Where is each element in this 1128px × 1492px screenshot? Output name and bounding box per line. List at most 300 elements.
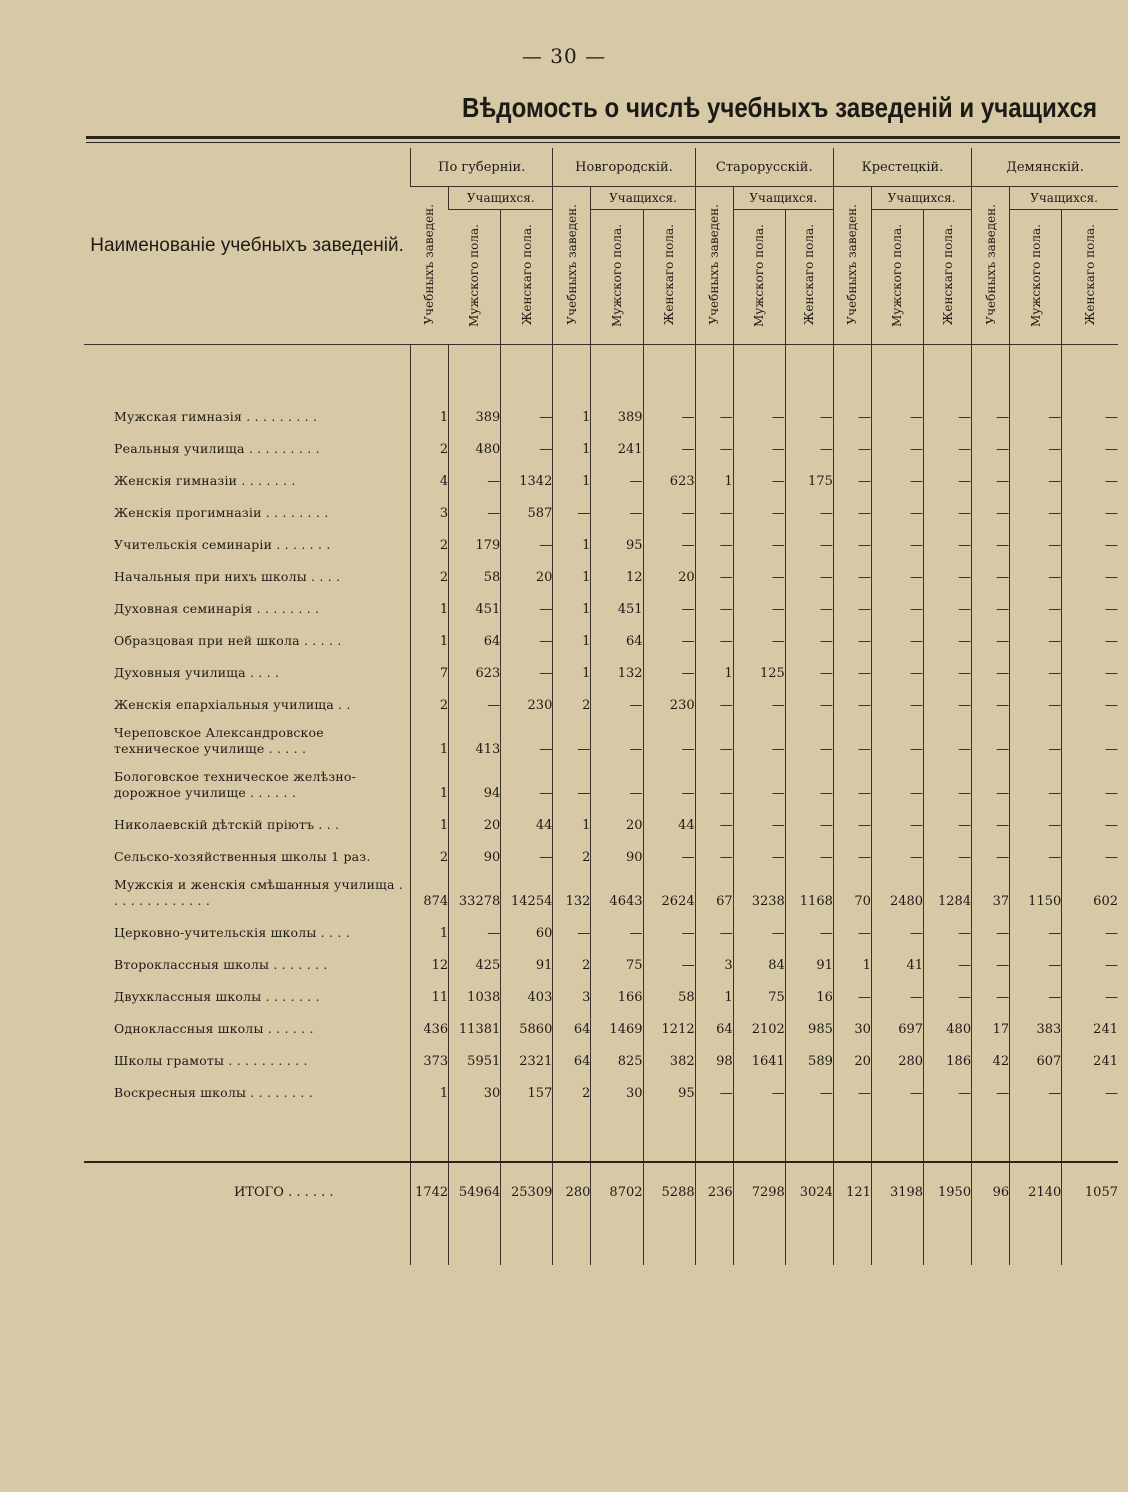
school-type-name: Школы грамоты . . . . . . . . . . — [114, 1053, 308, 1068]
table-row — [84, 649, 1118, 681]
table-cell: 1 — [553, 617, 591, 649]
table-cell: 44 — [501, 801, 553, 833]
table-cell: — — [1010, 909, 1062, 941]
table-cell: — — [785, 393, 833, 425]
table-cell: — — [733, 457, 785, 489]
table-row — [84, 425, 1118, 457]
table-cell: 1 — [553, 425, 591, 457]
table-row — [84, 521, 1118, 553]
table-cell: — — [871, 833, 923, 865]
table-cell: — — [871, 973, 923, 1005]
table-cell: 1 — [695, 973, 733, 1005]
table-cell: — — [924, 553, 972, 585]
table-cell: 30 — [591, 1069, 643, 1101]
spacer-cell — [833, 345, 871, 394]
table-cell: — — [972, 909, 1010, 941]
table-cell: — — [785, 681, 833, 713]
total-label: ИТОГО . . . . . . — [84, 1162, 411, 1221]
table-cell: — — [871, 489, 923, 521]
table-cell: 403 — [501, 973, 553, 1005]
table-cell: — — [833, 457, 871, 489]
table-cell: — — [785, 757, 833, 801]
sex-label: Женскаго пола. — [662, 224, 677, 326]
table-cell: 607 — [1010, 1037, 1062, 1069]
table-cell: 91 — [501, 941, 553, 973]
spacer-cell — [411, 1101, 449, 1162]
sex-label: Мужского пола. — [890, 223, 905, 327]
table-cell: — — [1062, 941, 1118, 973]
school-type-name: Сельско-хозяйственныя школы 1 раз. — [114, 849, 371, 864]
table-cell: 1 — [411, 757, 449, 801]
spacer-cell — [553, 1221, 591, 1265]
table-cell: 1 — [411, 585, 449, 617]
table-cell: 90 — [449, 833, 501, 865]
table-cell: — — [785, 489, 833, 521]
spacer-cell — [449, 1221, 501, 1265]
table-cell: — — [924, 617, 972, 649]
table-cell: — — [924, 393, 972, 425]
school-type-name: Воскресныя школы . . . . . . . . — [114, 1085, 313, 1100]
table-cell: — — [591, 489, 643, 521]
table-cell: 132 — [553, 865, 591, 909]
table-cell: — — [449, 681, 501, 713]
female-header — [785, 210, 833, 345]
table-cell: 451 — [449, 585, 501, 617]
table-cell: 413 — [449, 713, 501, 757]
name-column-header — [84, 148, 411, 345]
table-cell: 20 — [449, 801, 501, 833]
spacer-cell — [501, 1101, 553, 1162]
table-row — [84, 713, 1118, 757]
table-cell: 1 — [695, 457, 733, 489]
table-cell: — — [591, 457, 643, 489]
table-cell: — — [643, 941, 695, 973]
table-cell: 84 — [733, 941, 785, 973]
table-cell: — — [871, 425, 923, 457]
institutions-count-header — [411, 187, 449, 345]
table-cell: — — [924, 649, 972, 681]
table-cell: — — [785, 801, 833, 833]
spacer-cell — [643, 1101, 695, 1162]
table-cell: — — [785, 833, 833, 865]
table-cell: 17 — [972, 1005, 1010, 1037]
table-cell: — — [643, 909, 695, 941]
table-cell: 64 — [695, 1005, 733, 1037]
table-cell: — — [553, 713, 591, 757]
table-cell: — — [643, 713, 695, 757]
table-cell: 60 — [501, 909, 553, 941]
table-cell: 1 — [553, 553, 591, 585]
table-cell: 1 — [553, 649, 591, 681]
pupils-header: Учащихся. — [871, 187, 971, 210]
spacer-cell — [695, 1221, 733, 1265]
table-cell: — — [501, 585, 553, 617]
table-cell: — — [1062, 1069, 1118, 1101]
table-cell: — — [695, 489, 733, 521]
table-cell: 1168 — [785, 865, 833, 909]
table-cell: 230 — [501, 681, 553, 713]
table-cell: — — [972, 553, 1010, 585]
table-cell: — — [733, 393, 785, 425]
table-cell: — — [833, 801, 871, 833]
table-cell: — — [833, 393, 871, 425]
total-cell: 3024 — [785, 1162, 833, 1221]
table-cell: — — [733, 1069, 785, 1101]
table-cell: — — [924, 1069, 972, 1101]
table-cell: 874 — [411, 865, 449, 909]
table-cell: — — [449, 489, 501, 521]
title-rule — [86, 136, 1120, 139]
table-cell: — — [833, 649, 871, 681]
table-cell: — — [501, 713, 553, 757]
table-cell: 20 — [833, 1037, 871, 1069]
table-cell: 30 — [449, 1069, 501, 1101]
table-cell: — — [591, 757, 643, 801]
table-cell: — — [871, 521, 923, 553]
male-header — [449, 210, 501, 345]
table-cell: 623 — [643, 457, 695, 489]
table-cell: 95 — [643, 1069, 695, 1101]
table-cell: — — [924, 713, 972, 757]
table-cell: — — [785, 617, 833, 649]
table-row — [84, 681, 1118, 713]
table-cell: — — [733, 489, 785, 521]
page-number: — 30 — — [521, 44, 607, 68]
page-title: Вѣдомость о числѣ учебныхъ заведеній и учащихся — [462, 92, 1098, 123]
table-cell: — — [1010, 585, 1062, 617]
table-cell: — — [972, 681, 1010, 713]
table-cell: 2624 — [643, 865, 695, 909]
table-cell: — — [643, 757, 695, 801]
spacer-cell — [785, 1221, 833, 1265]
sex-label: Мужского пола. — [1028, 223, 1043, 327]
male-header — [1010, 210, 1062, 345]
table-cell: 1469 — [591, 1005, 643, 1037]
table-cell: 2102 — [733, 1005, 785, 1037]
table-cell: — — [501, 649, 553, 681]
male-header — [733, 210, 785, 345]
total-cell: 96 — [972, 1162, 1010, 1221]
school-type-name: Духовная семинарія . . . . . . . . — [114, 601, 320, 616]
spacer-cell — [972, 1221, 1010, 1265]
school-type-name: Николаевскій дѣтскій пріютъ . . . — [114, 817, 340, 832]
table-cell: — — [643, 393, 695, 425]
table-cell: — — [553, 489, 591, 521]
table-cell: — — [643, 489, 695, 521]
table-header — [84, 148, 1118, 345]
school-type-name: Образцовая при ней школа . . . . . — [114, 633, 342, 648]
table-cell: — — [733, 617, 785, 649]
spacer-cell — [1062, 1101, 1118, 1162]
school-type-name: Женскія епархіальныя училища . . — [114, 697, 351, 712]
spacer-cell — [84, 345, 411, 394]
table-cell: 3 — [695, 941, 733, 973]
table-cell: 33278 — [449, 865, 501, 909]
table-cell: — — [643, 833, 695, 865]
table-cell: 1 — [553, 801, 591, 833]
table-cell: 11381 — [449, 1005, 501, 1037]
table-cell: 480 — [449, 425, 501, 457]
district-header: Демянскій. — [972, 148, 1118, 187]
table-row — [84, 553, 1118, 585]
spacer-cell — [501, 345, 553, 394]
spacer-cell — [695, 1101, 733, 1162]
district-header: Новгородскій. — [553, 148, 695, 187]
table-cell: 20 — [591, 801, 643, 833]
table-cell: — — [924, 909, 972, 941]
table-cell: 64 — [591, 617, 643, 649]
total-cell: 121 — [833, 1162, 871, 1221]
table-cell: — — [1010, 833, 1062, 865]
table-cell: — — [733, 585, 785, 617]
table-cell: 94 — [449, 757, 501, 801]
school-type-name: Бологовское техническое желѣзно-дорожное училище . . . . . . — [114, 769, 357, 800]
table-cell: 985 — [785, 1005, 833, 1037]
table-cell: — — [785, 585, 833, 617]
total-cell: 7298 — [733, 1162, 785, 1221]
table-cell: — — [733, 757, 785, 801]
table-cell: — — [1010, 941, 1062, 973]
table-cell: 383 — [1010, 1005, 1062, 1037]
table-cell: — — [501, 393, 553, 425]
female-header — [1062, 210, 1118, 345]
table-cell: — — [1062, 801, 1118, 833]
table-cell: 2 — [411, 521, 449, 553]
spacer-cell — [695, 345, 733, 394]
table-cell: — — [972, 585, 1010, 617]
spacer-cell — [1010, 1221, 1062, 1265]
table-cell: — — [1062, 713, 1118, 757]
table-cell: 587 — [501, 489, 553, 521]
table-cell: — — [833, 521, 871, 553]
table-cell: — — [972, 521, 1010, 553]
table-row — [84, 865, 1118, 909]
table-cell: — — [501, 833, 553, 865]
table-cell: — — [695, 1069, 733, 1101]
table-cell: — — [449, 457, 501, 489]
table-cell: — — [733, 521, 785, 553]
female-header — [643, 210, 695, 345]
table-cell: 1284 — [924, 865, 972, 909]
spacer-cell — [1010, 345, 1062, 394]
table-cell: 602 — [1062, 865, 1118, 909]
table-cell: 480 — [924, 1005, 972, 1037]
table-cell: — — [972, 973, 1010, 1005]
table-cell: 70 — [833, 865, 871, 909]
table-cell: — — [1062, 489, 1118, 521]
table-cell: — — [785, 425, 833, 457]
table-cell: — — [1010, 425, 1062, 457]
table-cell: — — [924, 681, 972, 713]
table-cell: — — [1062, 973, 1118, 1005]
table-cell: 1 — [553, 585, 591, 617]
spacer-cell — [924, 1101, 972, 1162]
table-cell: 12 — [591, 553, 643, 585]
spacer-cell — [84, 1221, 411, 1265]
table-cell: 75 — [733, 973, 785, 1005]
institutions-label: Учебныхъ заведен. — [707, 203, 722, 325]
table-cell: — — [924, 757, 972, 801]
table-cell: — — [833, 553, 871, 585]
table-cell: — — [643, 425, 695, 457]
table-cell: — — [871, 909, 923, 941]
table-cell: — — [553, 909, 591, 941]
table-cell: 373 — [411, 1037, 449, 1069]
table-cell: — — [501, 617, 553, 649]
table-cell: 1 — [553, 393, 591, 425]
spacer-cell — [643, 1221, 695, 1265]
table-cell: — — [833, 681, 871, 713]
table-cell: 2 — [411, 681, 449, 713]
school-type-name: Одноклассныя школы . . . . . . — [114, 1021, 314, 1036]
table-cell: 4 — [411, 457, 449, 489]
table-cell: — — [1010, 649, 1062, 681]
institutions-count-header — [695, 187, 733, 345]
school-type-name: Реальныя училища . . . . . . . . . — [114, 441, 320, 456]
institutions-label: Учебныхъ заведен. — [564, 203, 579, 325]
table-cell: 67 — [695, 865, 733, 909]
male-header — [871, 210, 923, 345]
table-cell: 95 — [591, 521, 643, 553]
table-cell: — — [924, 585, 972, 617]
table-cell: — — [924, 973, 972, 1005]
table-cell: — — [501, 757, 553, 801]
table-cell: — — [833, 833, 871, 865]
table-cell: — — [833, 757, 871, 801]
table-cell: — — [924, 801, 972, 833]
table-cell: — — [733, 425, 785, 457]
table-cell: — — [972, 1069, 1010, 1101]
district-header: Крестецкій. — [833, 148, 971, 187]
sex-label: Женскаго пола. — [1083, 224, 1098, 326]
table-cell: 166 — [591, 973, 643, 1005]
table-cell: 91 — [785, 941, 833, 973]
table-cell: — — [501, 521, 553, 553]
spacer-cell — [411, 345, 449, 394]
table-cell: 5860 — [501, 1005, 553, 1037]
table-cell: — — [833, 489, 871, 521]
table-cell: — — [833, 585, 871, 617]
table-cell: — — [1062, 425, 1118, 457]
table-cell: 1150 — [1010, 865, 1062, 909]
table-cell: — — [1010, 457, 1062, 489]
table-cell: — — [972, 617, 1010, 649]
total-cell: 1742 — [411, 1162, 449, 1221]
table-cell: — — [871, 457, 923, 489]
spacer-cell — [733, 345, 785, 394]
table-cell: — — [871, 553, 923, 585]
table-cell: 1 — [411, 617, 449, 649]
table-cell: — — [1062, 457, 1118, 489]
table-row — [84, 1069, 1118, 1101]
table-cell: — — [1010, 489, 1062, 521]
sex-label: Женскаго пола. — [802, 224, 817, 326]
table-cell: — — [591, 909, 643, 941]
table-cell: 7 — [411, 649, 449, 681]
school-type-name: Второклассныя школы . . . . . . . — [114, 957, 328, 972]
table-cell: 3 — [411, 489, 449, 521]
table-cell: 451 — [591, 585, 643, 617]
table-cell: 1342 — [501, 457, 553, 489]
table-cell: 1038 — [449, 973, 501, 1005]
table-cell: — — [924, 521, 972, 553]
spacer-row — [84, 345, 1118, 394]
table-cell: — — [785, 521, 833, 553]
table-cell: — — [972, 649, 1010, 681]
institutions-label: Учебныхъ заведен. — [983, 203, 998, 325]
spacer-cell — [785, 1101, 833, 1162]
table-cell: — — [1010, 521, 1062, 553]
institutions-count-header — [972, 187, 1010, 345]
total-cell: 1057 — [1062, 1162, 1118, 1221]
school-type-name: Учительскія семинаріи . . . . . . . — [114, 537, 331, 552]
table-cell: — — [785, 713, 833, 757]
table-cell: — — [1062, 833, 1118, 865]
table-cell: — — [695, 553, 733, 585]
table-cell: — — [695, 909, 733, 941]
table-cell: 11 — [411, 973, 449, 1005]
table-cell: — — [1062, 521, 1118, 553]
district-header: Старорусскій. — [695, 148, 833, 187]
table-cell: — — [643, 585, 695, 617]
table-row — [84, 941, 1118, 973]
table-cell: — — [695, 833, 733, 865]
spacer-cell — [411, 1221, 449, 1265]
table-cell: — — [695, 713, 733, 757]
spacer-cell — [871, 345, 923, 394]
table-cell: 436 — [411, 1005, 449, 1037]
table-cell: 2 — [553, 1069, 591, 1101]
spacer-row — [84, 1101, 1118, 1162]
table-cell: 382 — [643, 1037, 695, 1069]
table-cell: — — [972, 801, 1010, 833]
table-cell: — — [924, 489, 972, 521]
table-cell: — — [871, 757, 923, 801]
table-cell: — — [1010, 1069, 1062, 1101]
spacer-cell — [924, 1221, 972, 1265]
table-cell: — — [553, 757, 591, 801]
school-type-name: Церковно-учительскія школы . . . . — [114, 925, 350, 940]
table-cell: — — [591, 681, 643, 713]
pupils-header: Учащихся. — [1010, 187, 1118, 210]
table-cell: 241 — [1062, 1005, 1118, 1037]
school-type-name: Начальныя при нихъ школы . . . . — [114, 569, 341, 584]
table-cell: — — [695, 801, 733, 833]
table-cell: 1212 — [643, 1005, 695, 1037]
table-cell: — — [833, 909, 871, 941]
female-header — [924, 210, 972, 345]
table-cell: 44 — [643, 801, 695, 833]
schools-table — [84, 148, 1118, 1265]
table-cell: 42 — [972, 1037, 1010, 1069]
table-cell: — — [449, 909, 501, 941]
school-type-name: Череповское Александровское техническое училище . . . . . — [114, 725, 324, 756]
table-body — [84, 345, 1118, 1266]
table-row — [84, 457, 1118, 489]
table-cell: 623 — [449, 649, 501, 681]
table-cell: 425 — [449, 941, 501, 973]
table-cell: 697 — [871, 1005, 923, 1037]
table-cell: 20 — [501, 553, 553, 585]
table-cell: 3238 — [733, 865, 785, 909]
table-cell: 157 — [501, 1069, 553, 1101]
institutions-count-header — [833, 187, 871, 345]
title-rule-thin — [86, 142, 1120, 143]
school-type-name: Мужскія и женскія смѣшанныя училища . . . . . . . . . . . . . — [114, 877, 403, 908]
total-cell: 1950 — [924, 1162, 972, 1221]
spacer-cell — [591, 1221, 643, 1265]
table-cell: — — [695, 521, 733, 553]
